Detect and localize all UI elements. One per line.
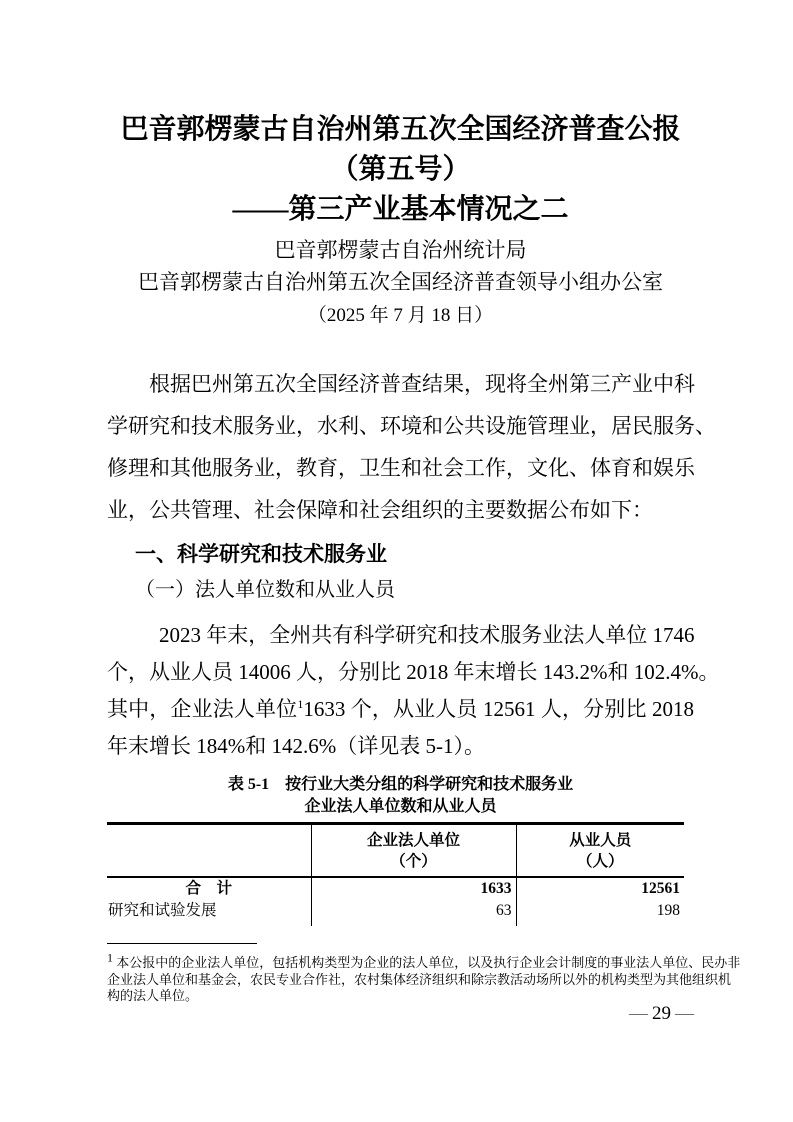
table-row [107, 900, 684, 926]
table-corner-cell [107, 824, 311, 878]
intro-line: 根据巴州第五次全国经济普查结果，现将全州第三产业中科 [149, 372, 695, 396]
title-line-1: 巴音郭楞蒙古自治州第五次全国经济普查公报 [120, 114, 681, 145]
issuing-agency-1: 巴音郭楞蒙古自治州统计局 [274, 238, 527, 262]
document-title [107, 110, 694, 230]
paragraph-line [107, 691, 694, 728]
table-title [107, 774, 694, 818]
paragraph-text: 1633 个，从业人员 12561 人，分别比 2018 [303, 697, 694, 721]
footnote-text: 本公报中的企业法人单位，包括机构类型为企业的法人单位，以及执行企业会计制度的事业法人单位、民办非 [116, 955, 741, 970]
footnote-line: 构的法人单位。 [107, 988, 199, 1003]
col-header-units [311, 824, 516, 878]
col-header-text: 从业人员 [569, 831, 632, 849]
footnote-separator [107, 943, 257, 944]
row-units-value: 63 [311, 900, 516, 926]
intro-line: 学研究和技术服务业，水利、环境和公共设施管理业，居民服务、 [107, 414, 716, 438]
footnote-marker: 1 [107, 950, 113, 965]
footnote-reference: 1 [297, 697, 304, 711]
footnote [107, 950, 741, 1005]
footnote-line [107, 950, 741, 972]
footnote-line: 企业法人单位和基金会，农民专业合作社，农村集体经济组织和除宗教活动场所以外的机构类型为其他组织机 [107, 971, 732, 987]
row-persons-value: 12561 [516, 877, 684, 900]
col-header-persons [516, 824, 684, 878]
col-header-text: 企业法人单位 [366, 831, 460, 849]
paragraph-line: 个，从业人员 14006 人，分别比 2018 年末增长 143.2%和 102.4%。 [107, 660, 720, 684]
subsection-heading: （一）法人单位数和从业人员 [135, 579, 395, 601]
row-label: 合 计 [185, 880, 232, 897]
section-paragraph [107, 617, 720, 765]
statistics-table [107, 822, 684, 926]
row-label: 研究和试验发展 [108, 902, 217, 919]
intro-paragraph [107, 363, 716, 531]
intro-line: 修理和其他服务业，教育，卫生和社会工作，文化、体育和娱乐 [107, 456, 695, 480]
table-title-line-1: 表 5-1 按行业大类分组的科学研究和技术服务业 [227, 776, 574, 793]
row-units-value: 1633 [311, 877, 516, 900]
title-line-2: （第五号） [330, 154, 471, 185]
col-header-unit: （人） [576, 852, 624, 870]
page-content [107, 0, 741, 1122]
table-row-total [107, 877, 684, 900]
row-persons-value: 198 [516, 900, 684, 926]
page-number-value: 29 [652, 1003, 671, 1024]
table-5-1 [107, 822, 694, 926]
publication-date: （2025 年 7 月 18 日） [307, 305, 494, 326]
page-number-dash-left: — [629, 1003, 648, 1024]
issuing-agency-2: 巴音郭楞蒙古自治州第五次全国经济普查领导小组办公室 [138, 270, 663, 294]
paragraph-text: 其中，企业法人单位 [107, 697, 298, 721]
page-number [107, 1003, 694, 1025]
table-header-row [107, 824, 684, 878]
col-header-unit: （个） [390, 852, 437, 870]
page-number-dash-right: — [675, 1003, 694, 1024]
title-line-3: ——第三产业基本情况之二 [232, 194, 569, 225]
intro-line: 业，公共管理、社会保障和社会组织的主要数据公布如下： [107, 498, 653, 522]
paragraph-line: 2023 年末，全州共有科学研究和技术服务业法人单位 1746 [159, 623, 695, 647]
paragraph-line: 年末增长 184%和 142.6%（详见表 5-1）。 [107, 734, 485, 758]
table-title-line-2: 企业法人单位数和从业人员 [304, 798, 497, 815]
section-heading: 一、科学研究和技术服务业 [135, 543, 387, 566]
